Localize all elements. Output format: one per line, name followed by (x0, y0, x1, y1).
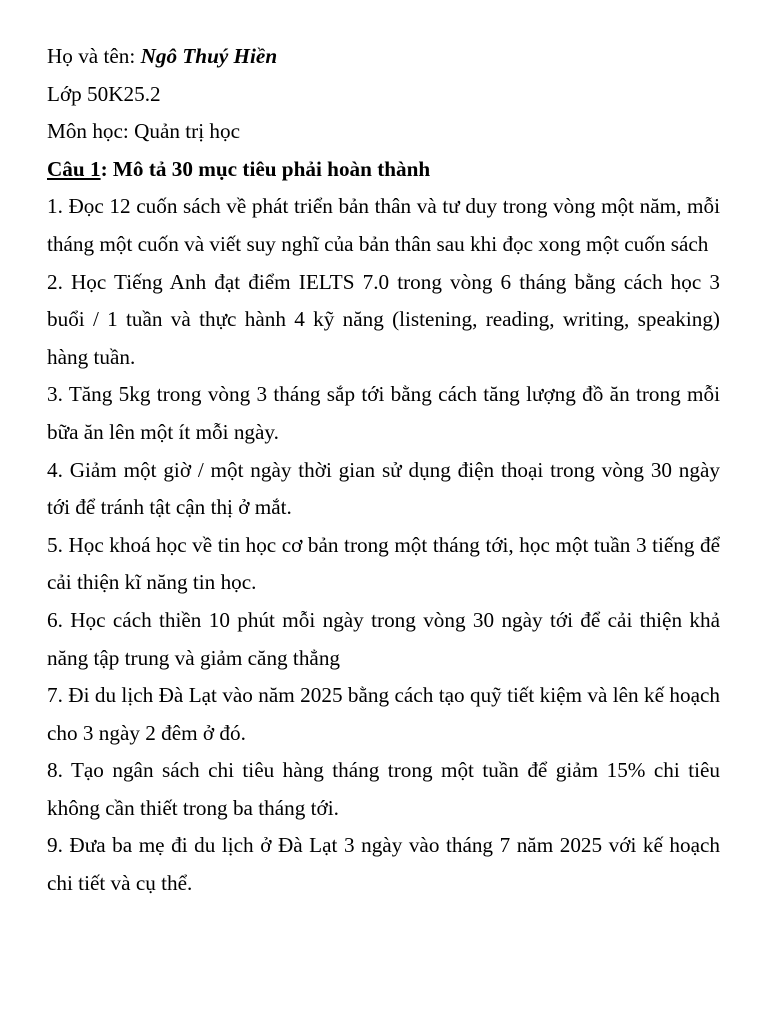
goal-item-3: 3. Tăng 5kg trong vòng 3 tháng sắp tới bằng cách tăng lượng đồ ăn trong mỗi bữa ăn lên một ít mỗi ngày. (47, 382, 720, 444)
student-name: Ngô Thuý Hiền (140, 44, 278, 68)
goal-item-9: 9. Đưa ba mẹ đi du lịch ở Đà Lạt 3 ngày vào tháng 7 năm 2025 với kế hoạch chi tiết và cụ thể. (47, 833, 720, 896)
question-label: Câu 1 (47, 156, 101, 181)
goal-item-5: 5. Học khoá học về tin học cơ bản trong một tháng tới, học một tuần 3 tiếng để cải thiện kĩ năng tin học. (47, 532, 720, 595)
goal-item-2: 2. Học Tiếng Anh đạt điểm IELTS 7.0 trong vòng 6 tháng bằng cách học 3 buổi / 1 tuần và thực hành 4 kỹ năng (listening, reading, writing, speaking) hàng tuần. (47, 269, 720, 369)
document-page (47, 38, 720, 903)
class-line: Lớp 50K25.2 (47, 81, 161, 106)
student-name-line (47, 38, 720, 76)
name-label: Họ và tên: (47, 44, 141, 68)
goal-item-8: 8. Tạo ngân sách chi tiêu hàng tháng trong một tuần để giảm 15% chi tiêu không cần thiết trong ba tháng tới. (47, 758, 720, 820)
goal-item-4: 4. Giảm một giờ / một ngày thời gian sử dụng điện thoại trong vòng 30 ngày tới để tránh tật cận thị ở mắt. (47, 457, 720, 520)
question-text: : Mô tả 30 mục tiêu phải hoàn thành (100, 156, 431, 181)
subject-line: Môn học: Quản trị học (47, 119, 241, 144)
question-heading (47, 151, 720, 189)
goal-item-1: 1. Đọc 12 cuốn sách về phát triển bản thân và tư duy trong vòng một năm, mỗi tháng một cuốn và viết suy nghĩ của bản thân sau khi đọc xong một cuốn sách (47, 194, 720, 256)
goal-item-7: 7. Đi du lịch Đà Lạt vào năm 2025 bằng cách tạo quỹ tiết kiệm và lên kế hoạch cho 3 ngày 2 đêm ở đó. (47, 683, 720, 745)
goal-item-6: 6. Học cách thiền 10 phút mỗi ngày trong vòng 30 ngày tới để cải thiện khả năng tập trung và giảm căng thẳng (47, 607, 720, 670)
